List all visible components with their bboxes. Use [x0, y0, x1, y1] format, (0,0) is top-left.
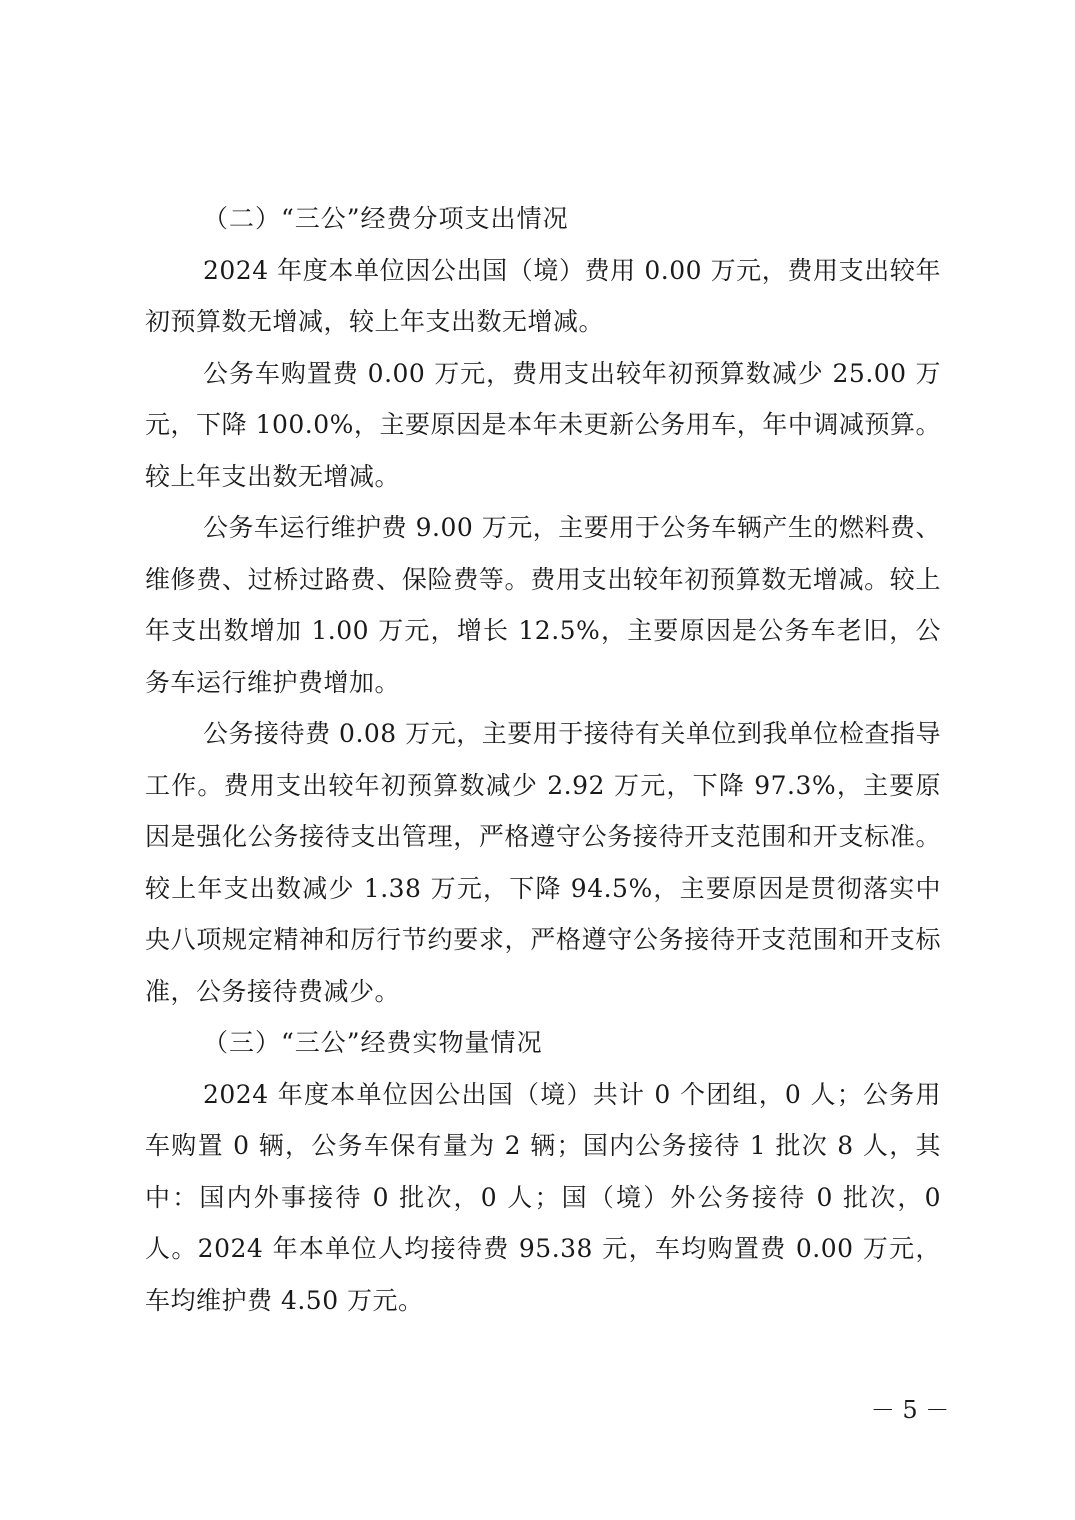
- page-number: － 5 －: [870, 1396, 950, 1424]
- paragraph-vehicle-purchase: 公务车购置费 0.00 万元，费用支出较年初预算数减少 25.00 万元，下降 100.0%，主要原因是本年未更新公务用车，年中调减预算。较上年支出数无增减。: [145, 358, 941, 491]
- paragraph-vehicle-maintenance: 公务车运行维护费 9.00 万元，主要用于公务车辆产生的燃料费、维修费、过桥过路费、保险费等。费用支出较年初预算数无增减。较上年支出数增加 1.00 万元，增长 12.5%，主要原因是公务车老旧，公务车运行维护费增加。: [145, 513, 941, 697]
- section-heading-two: （二）“三公”经费分项支出情况: [203, 204, 569, 233]
- section-heading-three: （三）“三公”经费实物量情况: [203, 1028, 543, 1057]
- paragraph-reception-expense: 公务接待费 0.08 万元，主要用于接待有关单位到我单位检查指导工作。费用支出较年初预算数减少 2.92 万元，下降 97.3%，主要原因是强化公务接待支出管理，严格遵守公务接待开支范围和开支标准。较上年支出数减少 1.38 万元，下降 94.5%，主要原因是贯彻落实中央八项规定精神和厉行节约要求，严格遵守公务接待开支范围和开支标准，公务接待费减少。: [145, 719, 941, 1006]
- paragraph-overseas-travel: 2024 年度本单位因公出国（境）费用 0.00 万元，费用支出较年初预算数无增减，较上年支出数无增减。: [145, 255, 941, 336]
- paragraph-physical-quantity: 2024 年度本单位因公出国（境）共计 0 个团组，0 人；公务用车购置 0 辆，公务车保有量为 2 辆；国内公务接待 1 批次 8 人，其中：国内外事接待 0 批次，0 人；国（境）外公务接待 0 批次，0 人。2024 年本单位人均接待费 95.38 元，车均购置费 0.00 万元，车均维护费 4.50 万元。: [145, 1079, 941, 1315]
- document-body: [145, 193, 941, 1326]
